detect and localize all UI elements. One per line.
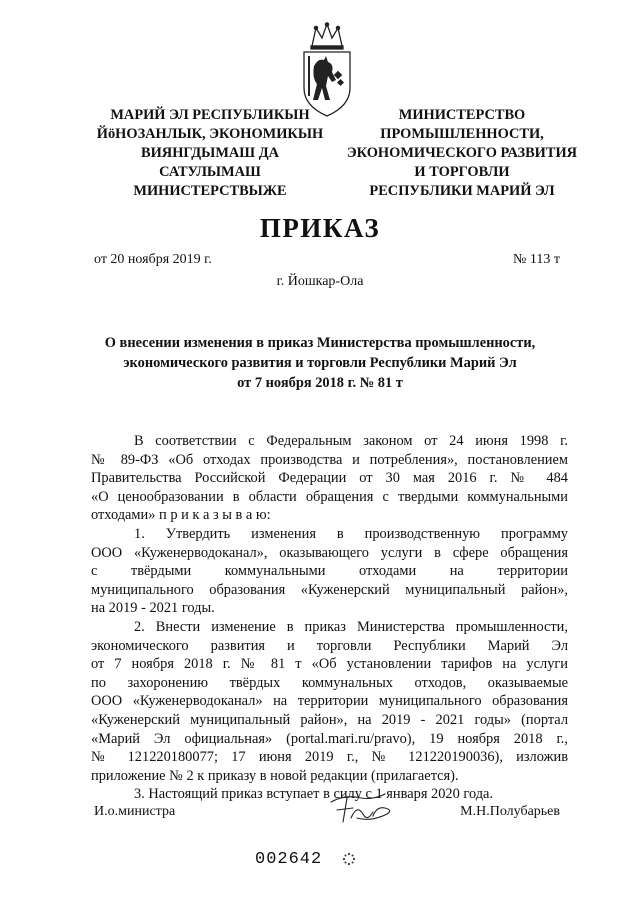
document-number: № 113 т [513, 252, 560, 267]
body-line: «Куженерский муниципальный район», на 2019 - 2021 годы» (портал [91, 711, 568, 728]
document-type-title: ПРИКАЗ [259, 213, 381, 243]
body-line: № 121220180077; 17 июня 2019 г., № 121220190036), изложив [91, 749, 568, 766]
body-line: муниципального образования «Куженерский муниципальный район», [91, 581, 568, 598]
body-line: Правительства Российской Федерации от 30 мая 2016 г. № 484 [91, 470, 568, 487]
body-line: 1. Утвердить изменения в производственную программу [134, 525, 568, 542]
subject-line: экономического развития и торговли Республики Марий Эл [123, 355, 517, 371]
header-right-line: МИНИСТЕРСТВО [398, 107, 526, 123]
subject-line: О внесении изменения в приказ Министерства промышленности, [104, 335, 536, 351]
body-line: на 2019 - 2021 годы. [91, 600, 215, 617]
header-right-line: ЭКОНОМИЧЕСКОГО РАЗВИТИЯ [346, 145, 578, 161]
body-line: «Марий Эл официальная» (portal.mari.ru/pravo), 19 ноября 2018 г., [91, 730, 568, 747]
body-line: экономического развития и торговли Республики Марий Эл [91, 637, 568, 654]
body-line: «О ценообразовании в области обращения с твердыми коммунальными [91, 488, 568, 505]
header-right-line: ПРОМЫШЛЕННОСТИ, [380, 126, 544, 142]
header-right-block [346, 106, 578, 201]
document-date: от 20 ноября 2019 г. [94, 252, 212, 267]
signatory-title: И.о.министра [94, 804, 176, 819]
header-right-line: И ТОРГОВЛИ [414, 164, 510, 180]
header-right-line: РЕСПУБЛИКИ МАРИЙ ЭЛ [369, 183, 555, 199]
body-line: 3. Настоящий приказ вступает в силу с 1 января 2020 года. [134, 786, 494, 803]
header-left-line: САТУЛЫМАШ [159, 164, 261, 180]
body-line: В соответствии с Федеральным законом от 24 июня 1998 г. [134, 433, 568, 449]
body-line: от 7 ноября 2018 г. № 81 т «Об установлении тарифов на услуги [91, 656, 568, 673]
body-line: ООО «Куженерводоканал», оказывающего услуги в сфере обращения [91, 544, 568, 561]
handwritten-signature [327, 788, 395, 828]
signatory-name: М.Н.Полубарьев [460, 804, 560, 819]
header-left-line: МИНИСТЕРСТВЫЖЕ [133, 183, 287, 199]
body-line: № 89-ФЗ «Об отходах производства и потребления», постановлением [91, 451, 568, 468]
header-left-line: МАРИЙ ЭЛ РЕСПУБЛИКЫН [110, 107, 310, 123]
body-line: приложение № 2 к приказу в новой редакции (прилагается). [91, 767, 459, 784]
header-left-line: ВИЯНГДЫМАШ ДА [141, 145, 279, 161]
header-left-line: ЙӧНОЗАНЛЫК, ЭКОНОМИКЫН [96, 126, 324, 142]
document-city: г. Йошкар-Ола [276, 274, 364, 289]
serial-decoration-icon [342, 852, 356, 866]
body-line: 2. Внести изменение в приказ Министерства промышленности, [134, 618, 568, 635]
document-subject [60, 333, 580, 393]
document-body [91, 432, 568, 804]
coat-of-arms-emblem [298, 22, 356, 118]
subject-line: от 7 ноября 2018 г. № 81 т [237, 375, 403, 391]
body-line: по захоронению твёрдых коммунальных отходов, оказываемые [91, 674, 568, 691]
header-left-block [96, 106, 324, 201]
serial-number: 002642 [255, 850, 323, 869]
body-line: с твёрдыми коммунальными отходами на территории [91, 563, 568, 580]
body-line: ООО «Куженерводоканал» на территории муниципального образования [91, 693, 568, 710]
body-line: отходами» п р и к а з ы в а ю: [91, 507, 271, 524]
